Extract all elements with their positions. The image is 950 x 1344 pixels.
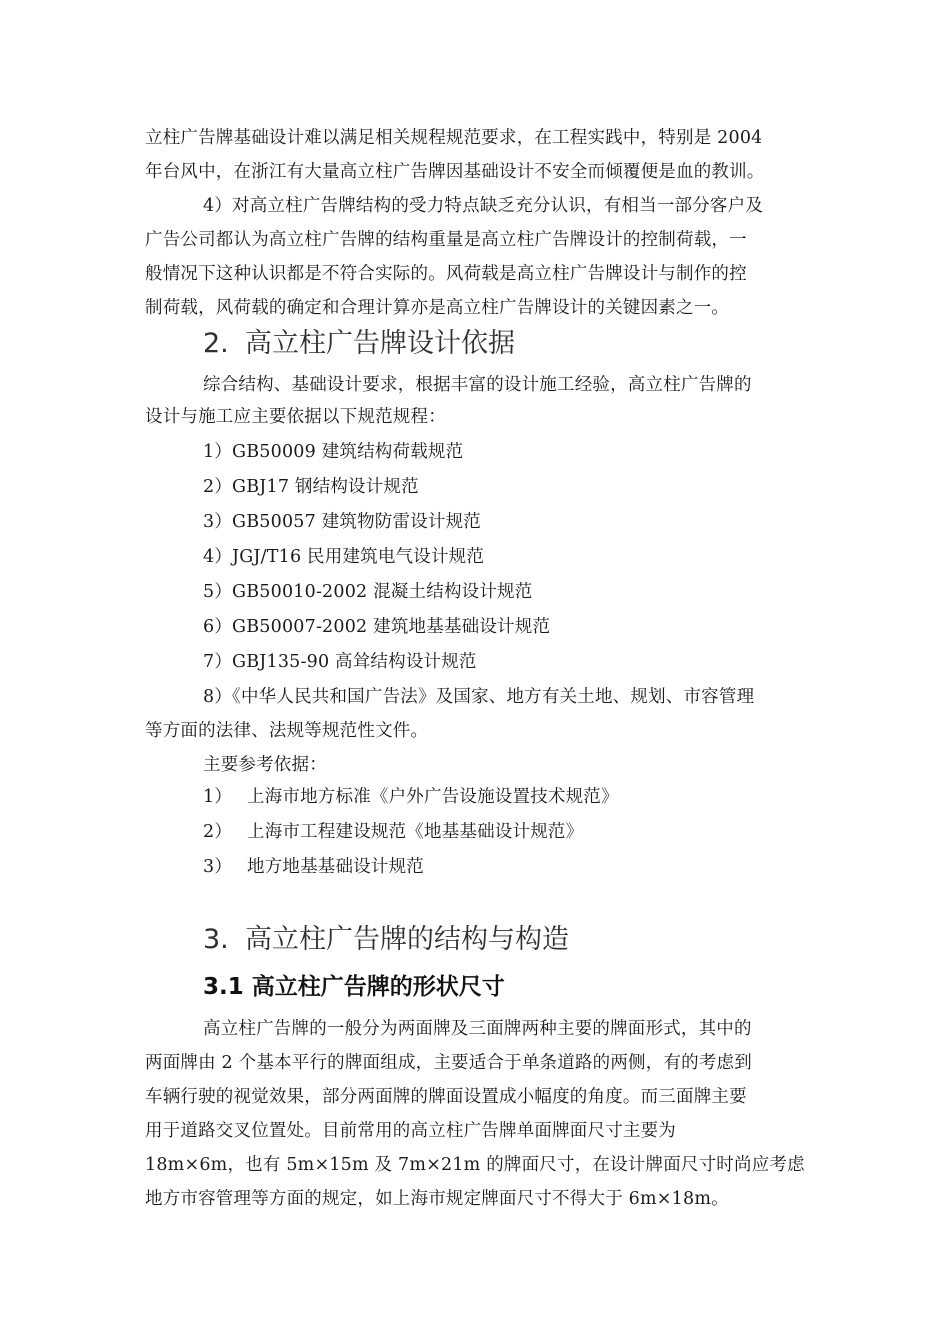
ref-item-text: 上海市地方标准《户外广告设施设置技术规范》 — [247, 787, 619, 807]
section2-heading — [203, 327, 515, 361]
ref-item-number: 2） — [203, 822, 233, 842]
section3-heading — [203, 923, 569, 957]
code-item-6: 6）GB50007-2002 建筑地基基础设计规范 — [203, 617, 551, 637]
code-item-4: 4）JGJ/T16 民用建筑电气设计规范 — [203, 547, 485, 567]
ref-item-number: 1） — [203, 787, 233, 807]
refs-heading: 主要参考依据： — [203, 755, 327, 775]
ref-item-number: 3） — [203, 857, 233, 877]
section3-title: 高立柱广告牌的结构与构造 — [245, 924, 569, 955]
section3-para-line-3: 车辆行驶的视觉效果，部分两面牌的牌面设置成小幅度的角度。而三面牌主要 — [145, 1087, 747, 1107]
section3-1-heading: 3.1 高立柱广告牌的形状尺寸 — [203, 974, 505, 1000]
code-item-8-line-1: 8）《中华人民共和国广告法》及国家、地方有关土地、规划、市容管理 — [203, 687, 755, 707]
code-item-1: 1）GB50009 建筑结构荷载规范 — [203, 442, 464, 462]
point4-line-1: 4）对高立柱广告牌结构的受力特点缺乏充分认识，有相当一部分客户及 — [203, 196, 764, 216]
section2-title: 高立柱广告牌设计依据 — [245, 328, 515, 359]
code-item-5: 5）GB50010-2002 混凝土结构设计规范 — [203, 582, 533, 602]
ref-item-3 — [203, 855, 424, 879]
section3-para-line-5: 18m×6m，也有 5m×15m 及 7m×21m 的牌面尺寸，在设计牌面尺寸时尚应考虑 — [145, 1155, 805, 1175]
ref-item-text: 上海市工程建设规范《地基基础设计规范》 — [247, 822, 584, 842]
intro-line-2: 年台风中，在浙江有大量高立柱广告牌因基础设计不安全而倾覆便是血的教训。 — [145, 162, 765, 182]
section3-para-line-1: 高立柱广告牌的一般分为两面牌及三面牌两种主要的牌面形式，其中的 — [203, 1019, 752, 1039]
ref-item-1 — [203, 785, 619, 809]
section3-para-line-2: 两面牌由 2 个基本平行的牌面组成，主要适合于单条道路的两侧，有的考虑到 — [145, 1053, 752, 1073]
section3-para-line-4: 用于道路交叉位置处。目前常用的高立柱广告牌单面牌面尺寸主要为 — [145, 1121, 676, 1141]
section3-number: 3. — [203, 924, 229, 955]
code-item-3: 3）GB50057 建筑物防雷设计规范 — [203, 512, 482, 532]
point4-line-3: 般情况下这种认识都是不符合实际的。风荷载是高立柱广告牌设计与制作的控 — [145, 264, 747, 284]
section2-number: 2. — [203, 328, 229, 359]
ref-item-2 — [203, 820, 583, 844]
intro-line-1: 立柱广告牌基础设计难以满足相关规程规范要求，在工程实践中，特别是 2004 — [145, 128, 763, 148]
code-item-7: 7）GBJ135-90 高耸结构设计规范 — [203, 652, 477, 672]
point4-line-2: 广告公司都认为高立柱广告牌的结构重量是高立柱广告牌设计的控制荷载，一 — [145, 230, 747, 250]
code-item-2: 2）GBJ17 钢结构设计规范 — [203, 477, 419, 497]
point4-line-4: 制荷载，风荷载的确定和合理计算亦是高立柱广告牌设计的关键因素之一。 — [145, 298, 730, 318]
ref-item-text: 地方地基基础设计规范 — [247, 857, 424, 877]
section2-intro-line-2: 设计与施工应主要依据以下规范规程： — [145, 407, 446, 427]
section3-para-line-6: 地方市容管理等方面的规定，如上海市规定牌面尺寸不得大于 6m×18m。 — [145, 1189, 729, 1209]
code-item-8-line-2: 等方面的法律、法规等规范性文件。 — [145, 721, 429, 741]
section2-intro-line-1: 综合结构、基础设计要求，根据丰富的设计施工经验，高立柱广告牌的 — [203, 375, 752, 395]
